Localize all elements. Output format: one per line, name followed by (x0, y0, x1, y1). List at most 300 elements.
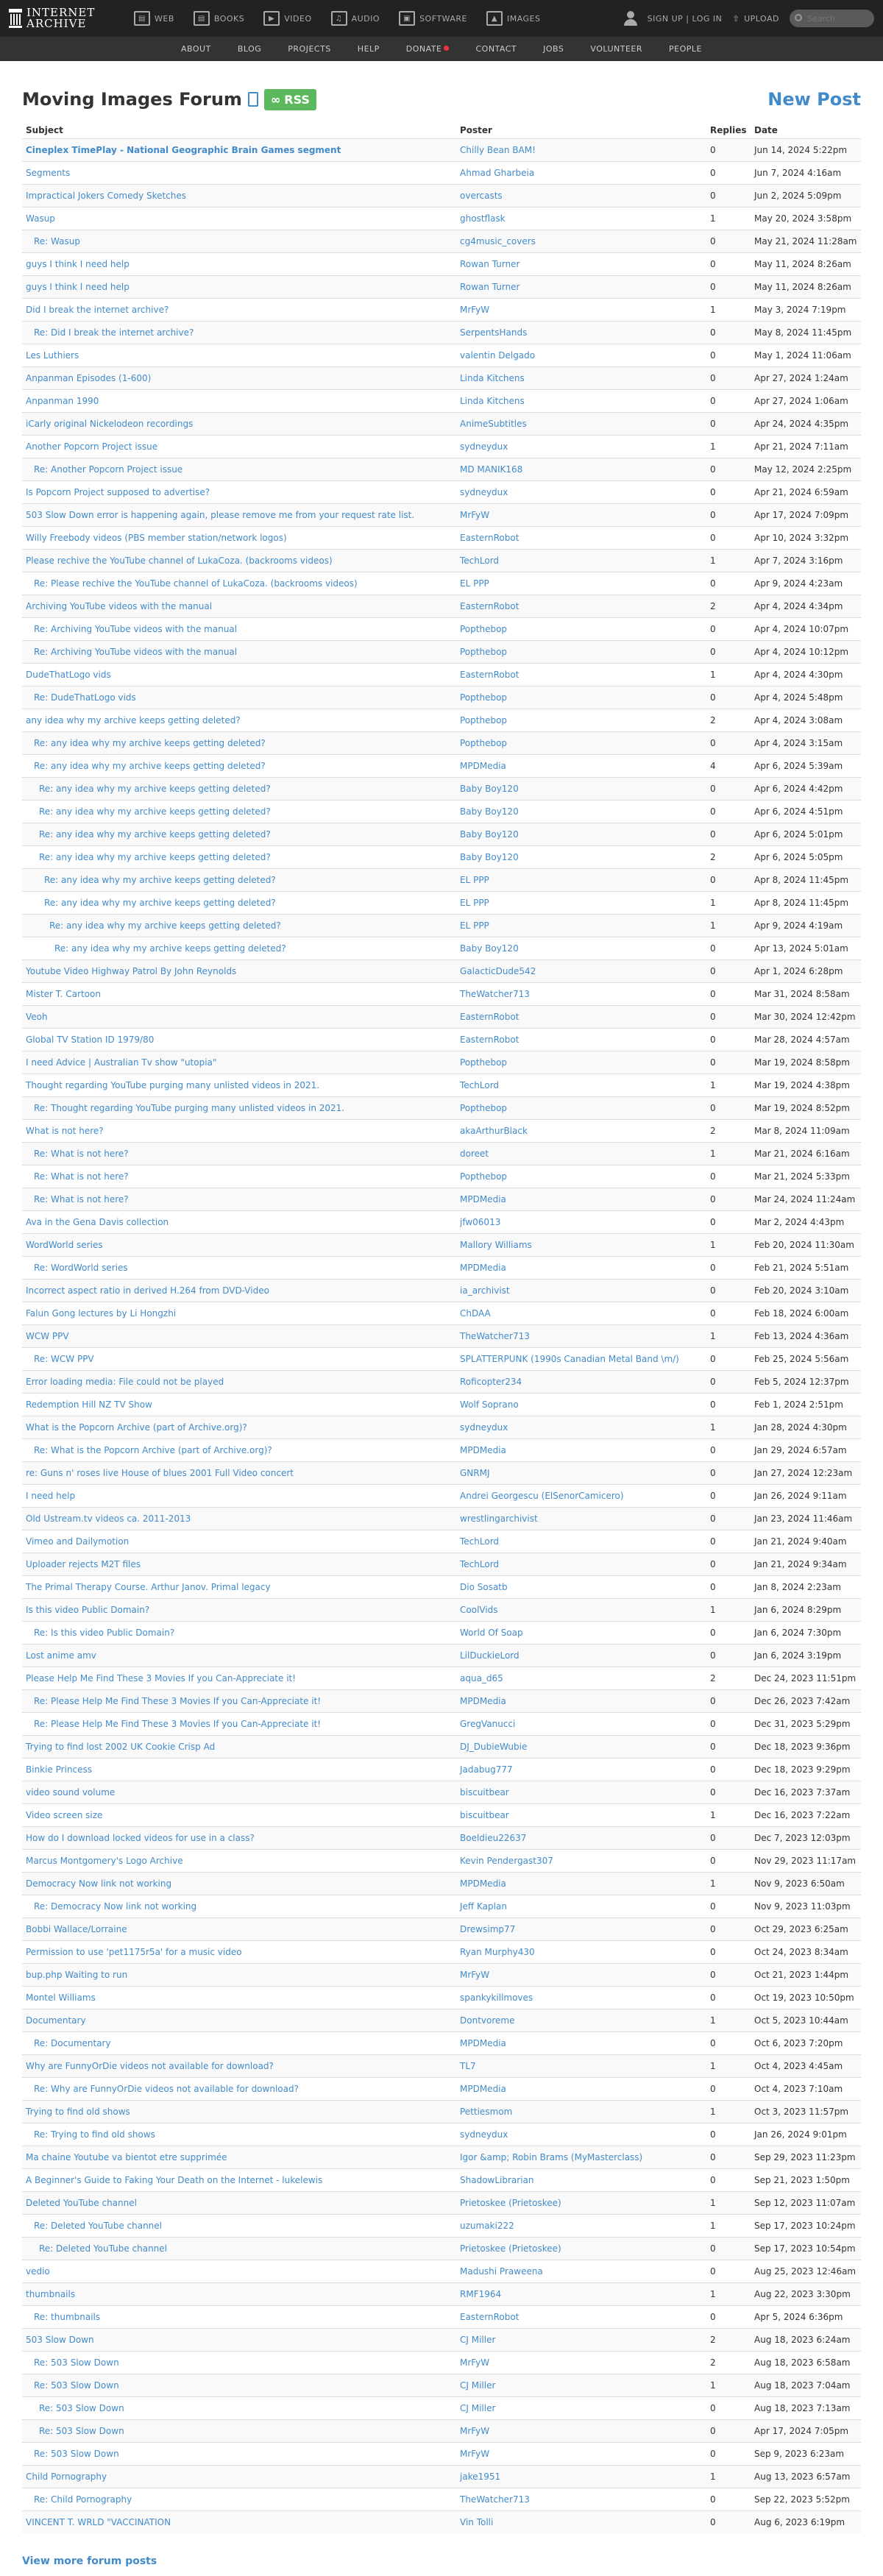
post-subject-link[interactable]: Re: DudeThatLogo vids (34, 692, 136, 703)
nav-donate-label: DONATE (405, 44, 442, 54)
cell-subject (22, 344, 456, 366)
cell-poster (456, 1872, 706, 1895)
post-subject-link[interactable]: Archiving YouTube videos with the manual (26, 600, 213, 611)
poster-link[interactable]: Madushi Praweena (460, 2265, 543, 2277)
poster-link[interactable]: SerpentsHands (460, 327, 528, 338)
search-input[interactable] (790, 10, 874, 27)
poster-link[interactable]: Popthebop (460, 1171, 508, 1182)
post-subject-link[interactable]: Re: any idea why my archive keeps getting deleted? (34, 737, 266, 748)
post-subject-link[interactable]: Anpanman Episodes (1-600) (26, 372, 152, 383)
post-subject-link[interactable]: Re: Is this video Public Domain? (34, 1627, 175, 1638)
table-row (22, 1940, 861, 1963)
table-row (22, 982, 861, 1005)
post-subject-link[interactable]: video sound volume (26, 1786, 116, 1798)
post-subject-link[interactable]: Lost anime amv (26, 1650, 96, 1661)
table-row (22, 2396, 861, 2419)
post-subject-link[interactable]: How do I download locked videos for use in a class? (26, 1832, 255, 1843)
post-subject-link[interactable]: Thought regarding YouTube purging many unlisted videos in 2021. (26, 1079, 320, 1090)
poster-link[interactable]: Baby Boy120 (460, 783, 519, 794)
poster-link[interactable]: sydneydux (460, 1422, 508, 1433)
media-audio-link[interactable] (324, 0, 387, 37)
cell-date: Feb 21, 2024 5:51am (751, 1256, 861, 1279)
cell-subject (22, 2214, 456, 2237)
poster-link[interactable]: TheWatcher713 (460, 1330, 530, 1341)
post-subject-link[interactable]: What is the Popcorn Archive (part of Archive.org)? (26, 1422, 247, 1433)
poster-link[interactable]: Jeff Kaplan (460, 1901, 507, 1912)
post-subject-link[interactable]: Re: Archiving YouTube videos with the manual (34, 646, 238, 657)
cell-date: Sep 22, 2023 5:52pm (751, 2488, 861, 2511)
poster-link[interactable]: CJ Miller (460, 2380, 496, 2391)
cell-subject (22, 731, 456, 754)
post-subject-link[interactable]: bup.php Waiting to run (26, 1969, 128, 1980)
post-subject-link[interactable]: Redemption Hill NZ TV Show (26, 1399, 152, 1410)
new-post-link[interactable]: New Post (767, 89, 861, 110)
post-subject-link[interactable]: I need help (26, 1490, 76, 1501)
post-subject-link[interactable]: Re: 503 Slow Down (39, 2425, 124, 2436)
rss-icon: ∞ (270, 92, 281, 107)
post-subject-link[interactable]: Trying to find lost 2002 UK Cookie Crisp Ad (26, 1741, 216, 1752)
poster-link[interactable]: biscuitbear (460, 1809, 509, 1820)
post-subject-link[interactable]: Re: What is not here? (34, 1193, 129, 1204)
poster-link[interactable]: EL PPP (460, 920, 489, 931)
post-subject-link[interactable]: Re: What is not here? (34, 1148, 129, 1159)
cell-subject (22, 1484, 456, 1507)
post-subject-link[interactable]: Re: Please Help Me Find These 3 Movies If you Can-Appreciate it! (34, 1718, 322, 1729)
poster-link[interactable]: Popthebop (460, 692, 508, 703)
poster-link[interactable]: MPDMedia (460, 2083, 506, 2094)
cell-poster (456, 161, 706, 184)
poster-link[interactable]: Dontvoreme (460, 2015, 515, 2026)
post-subject-link[interactable]: WordWorld series (26, 1239, 103, 1250)
poster-link[interactable]: Andrei Georgescu (ElSenorCamicero) (460, 1490, 624, 1501)
poster-link[interactable]: MPDMedia (460, 1695, 506, 1706)
poster-link[interactable]: ShadowLibrarian (460, 2174, 534, 2185)
cell-replies: 0 (706, 480, 751, 503)
poster-link[interactable]: Ahmad Gharbeia (460, 167, 535, 178)
poster-link[interactable]: ghostflask (460, 213, 506, 224)
post-subject-link[interactable]: Les Luthiers (26, 350, 79, 361)
poster-link[interactable]: Drewsimp77 (460, 1923, 516, 1934)
poster-link[interactable]: spankykillmoves (460, 1992, 533, 2003)
nav-projects[interactable]: PROJECTS (288, 44, 331, 54)
rss-button[interactable] (264, 89, 316, 110)
upload-link[interactable] (732, 14, 779, 24)
post-subject-link[interactable]: Ma chaine Youtube va bientot etre supprimée (26, 2151, 227, 2162)
poster-link[interactable]: Pettiesmom (460, 2106, 513, 2117)
poster-link[interactable]: SPLATTERPUNK (1990s Canadian Metal Band \m/) (460, 1353, 679, 1364)
post-subject-link[interactable]: Re: any idea why my archive keeps getting deleted? (44, 897, 276, 908)
post-subject-link[interactable]: Re: any idea why my archive keeps getting deleted? (54, 943, 286, 954)
poster-link[interactable]: cg4music_covers (460, 235, 536, 246)
poster-link[interactable]: EasternRobot (460, 669, 519, 680)
poster-link[interactable]: MrFyW (460, 304, 490, 315)
poster-link[interactable]: TechLord (460, 1536, 500, 1547)
poster-link[interactable]: MD MANIK168 (460, 464, 523, 475)
poster-link[interactable]: DJ_DubieWubie (460, 1741, 528, 1752)
post-subject-link[interactable]: Re: thumbnails (34, 2311, 101, 2322)
post-subject-link[interactable]: Permission to use 'pet1175r5a' for a music video (26, 1946, 242, 1957)
post-subject-link[interactable]: Another Popcorn Project issue (26, 441, 158, 452)
poster-link[interactable]: TechLord (460, 1079, 500, 1090)
nav-people[interactable]: PEOPLE (669, 44, 702, 54)
post-subject-link[interactable]: Re: Thought regarding YouTube purging many unlisted videos in 2021. (34, 1102, 345, 1113)
cell-subject (22, 366, 456, 389)
post-subject-link[interactable]: Ava in the Gena Davis collection (26, 1216, 169, 1227)
poster-link[interactable]: MPDMedia (460, 1878, 506, 1889)
poster-link[interactable]: Baby Boy120 (460, 828, 519, 840)
post-subject-link[interactable]: Did I break the internet archive? (26, 304, 169, 315)
poster-link[interactable]: Prietoskee (Prietoskee) (460, 2197, 561, 2208)
post-subject-link[interactable]: Re: any idea why my archive keeps getting deleted? (39, 806, 271, 817)
poster-link[interactable]: TL7 (460, 2060, 476, 2071)
post-subject-link[interactable]: Montel Williams (26, 1992, 96, 2003)
view-more-link[interactable]: View more forum posts (22, 2555, 157, 2567)
post-subject-link[interactable]: Re: 503 Slow Down (39, 2402, 124, 2413)
images-icon: ▲ (486, 11, 503, 26)
post-subject-link[interactable]: re: Guns n' roses live House of blues 2001 Full Video concert (26, 1467, 294, 1478)
table-row (22, 937, 861, 959)
poster-link[interactable]: EasternRobot (460, 532, 519, 543)
poster-link[interactable]: Popthebop (460, 1102, 508, 1113)
cell-subject (22, 1598, 456, 1621)
poster-link[interactable]: uzumaki222 (460, 2220, 514, 2231)
post-subject-link[interactable]: Is this video Public Domain? (26, 1604, 150, 1615)
post-subject-link[interactable]: Segments (26, 167, 71, 178)
poster-link[interactable]: Igor &amp; Robin Brams (MyMasterclass) (460, 2151, 643, 2162)
post-subject-link[interactable]: Re: Trying to find old shows (34, 2129, 155, 2140)
media-images-link[interactable] (479, 0, 548, 37)
table-row (22, 1393, 861, 1416)
post-subject-link[interactable]: Error loading media: File could not be played (26, 1376, 224, 1387)
poster-link[interactable]: Popthebop (460, 737, 508, 748)
cell-subject (22, 2488, 456, 2511)
media-software-link[interactable] (391, 0, 475, 37)
cell-date: Aug 18, 2023 6:24am (751, 2328, 861, 2351)
post-subject-link[interactable]: WCW PPV (26, 1330, 69, 1341)
post-subject-link[interactable]: Re: Deleted YouTube channel (39, 2243, 167, 2254)
poster-link[interactable]: GregVanucci (460, 1718, 516, 1729)
post-subject-link[interactable]: A Beginner's Guide to Faking Your Death on the Internet - lukelewis (26, 2174, 323, 2185)
poster-link[interactable]: EasternRobot (460, 1034, 519, 1045)
media-books-link[interactable] (186, 0, 252, 37)
cell-replies: 2 (706, 845, 751, 868)
cell-replies: 0 (706, 1689, 751, 1712)
poster-link[interactable]: sydneydux (460, 441, 508, 452)
cell-subject (22, 1142, 456, 1165)
poster-link[interactable]: overcasts (460, 190, 503, 201)
cell-subject (22, 2442, 456, 2465)
poster-link[interactable]: doreet (460, 1148, 489, 1159)
post-subject-link[interactable]: DudeThatLogo vids (26, 669, 111, 680)
table-row (22, 1553, 861, 1575)
poster-link[interactable]: sydneydux (460, 486, 508, 497)
poster-link[interactable]: TechLord (460, 555, 500, 566)
poster-link[interactable]: Popthebop (460, 1057, 508, 1068)
poster-link[interactable]: jfw06013 (460, 1216, 501, 1227)
post-subject-link[interactable]: any idea why my archive keeps getting deleted? (26, 714, 241, 725)
post-subject-link[interactable]: iCarly original Nickelodeon recordings (26, 418, 194, 429)
poster-link[interactable]: wrestlingarchivist (460, 1513, 538, 1524)
poster-link[interactable]: Roficopter234 (460, 1376, 522, 1387)
cell-replies: 0 (706, 1484, 751, 1507)
cell-replies: 1 (706, 2282, 751, 2305)
poster-link[interactable]: Kevin Pendergast307 (460, 1855, 553, 1866)
post-subject-link[interactable]: Re: WordWorld series (34, 1262, 128, 1273)
nav-blog[interactable]: BLOG (237, 44, 262, 54)
post-subject-link[interactable]: Child Pornography (26, 2471, 107, 2482)
poster-link[interactable]: EasternRobot (460, 2311, 519, 2322)
cell-poster (456, 663, 706, 686)
post-subject-link[interactable]: Re: any idea why my archive keeps getting deleted? (39, 851, 271, 862)
post-subject-link[interactable]: Binkie Princess (26, 1764, 93, 1775)
poster-link[interactable]: MPDMedia (460, 760, 506, 771)
cell-date: Mar 8, 2024 11:09am (751, 1119, 861, 1142)
media-video-link[interactable] (256, 0, 319, 37)
post-subject-link[interactable]: Re: Documentary (34, 2037, 111, 2048)
internet-archive-logo[interactable] (9, 7, 119, 29)
post-subject-link[interactable]: Re: Please Help Me Find These 3 Movies If you Can-Appreciate it! (34, 1695, 322, 1706)
poster-link[interactable]: Baby Boy120 (460, 806, 519, 817)
post-subject-link[interactable]: Deleted YouTube channel (26, 2197, 137, 2208)
post-subject-link[interactable]: Re: WCW PPV (34, 1353, 94, 1364)
table-row (22, 503, 861, 526)
poster-link[interactable]: AnimeSubtitles (460, 418, 527, 429)
post-subject-link[interactable]: 503 Slow Down (26, 2334, 94, 2345)
cell-subject (22, 1438, 456, 1461)
cell-subject (22, 1188, 456, 1210)
cell-poster (456, 1621, 706, 1644)
post-subject-link[interactable]: Re: Deleted YouTube channel (34, 2220, 162, 2231)
post-subject-link[interactable]: Global TV Station ID 1979/80 (26, 1034, 155, 1045)
post-subject-link[interactable]: I need Advice | Australian Tv show "utopia" (26, 1057, 217, 1068)
post-subject-link[interactable]: Anpanman 1990 (26, 395, 99, 406)
post-subject-link[interactable]: Impractical Jokers Comedy Sketches (26, 190, 187, 201)
poster-link[interactable]: Jadabug777 (460, 1764, 513, 1775)
post-subject-link[interactable]: Re: Wasup (34, 235, 80, 246)
nav-contact[interactable]: CONTACT (475, 44, 517, 54)
table-row (22, 321, 861, 344)
poster-link[interactable]: Mallory Williams (460, 1239, 532, 1250)
poster-link[interactable]: jake1951 (460, 2471, 501, 2482)
cell-subject (22, 1233, 456, 1256)
poster-link[interactable]: akaArthurBlack (460, 1125, 528, 1136)
post-subject-link[interactable]: Re: Archiving YouTube videos with the manual (34, 623, 238, 634)
poster-link[interactable]: ChDAA (460, 1307, 491, 1319)
post-subject-link[interactable]: Old Ustream.tv videos ca. 2011-2013 (26, 1513, 191, 1524)
cell-replies: 1 (706, 891, 751, 914)
nav-volunteer[interactable]: VOLUNTEER (590, 44, 643, 54)
poster-link[interactable]: MrFyW (460, 509, 490, 520)
nav-help[interactable]: HELP (357, 44, 380, 54)
post-subject-link[interactable]: Incorrect aspect ratio in derived H.264 from DVD-Video (26, 1285, 269, 1296)
poster-link[interactable]: CoolVids (460, 1604, 498, 1615)
poster-link[interactable]: Chilly Bean BAM! (460, 144, 536, 155)
cell-subject (22, 1826, 456, 1849)
post-subject-link[interactable]: Marcus Montgomery's Logo Archive (26, 1855, 183, 1866)
poster-link[interactable]: Boeldieu22637 (460, 1832, 527, 1843)
poster-link[interactable]: Linda Kitchens (460, 372, 525, 383)
cell-subject (22, 389, 456, 412)
signup-login-link[interactable]: SIGN UP | LOG IN (647, 13, 723, 24)
post-subject-link[interactable]: Re: Please rechive the YouTube channel of LukaCoza. (backrooms videos) (34, 578, 358, 589)
post-subject-link[interactable]: Bobbi Wallace/Lorraine (26, 1923, 127, 1934)
post-subject-link[interactable]: Re: What is the Popcorn Archive (part of Archive.org)? (34, 1444, 272, 1455)
post-subject-link[interactable]: vedio (26, 2265, 50, 2277)
post-subject-link[interactable]: Re: Child Pornography (34, 2494, 132, 2505)
poster-link[interactable]: Rowan Turner (460, 258, 520, 269)
cell-replies: 0 (706, 389, 751, 412)
poster-link[interactable]: RMF1964 (460, 2288, 502, 2299)
post-subject-link[interactable]: Why are FunnyOrDie videos not available for download? (26, 2060, 274, 2071)
post-subject-link[interactable]: Democracy Now link not working (26, 1878, 172, 1889)
nav-jobs[interactable]: JOBS (543, 44, 564, 54)
post-subject-link[interactable]: thumbnails (26, 2288, 76, 2299)
poster-link[interactable]: sydneydux (460, 2129, 508, 2140)
cell-subject (22, 207, 456, 230)
post-subject-link[interactable]: VINCENT T. WRLD "VACCINATION (26, 2516, 171, 2527)
poster-link[interactable]: Popthebop (460, 623, 508, 634)
cell-replies: 0 (706, 1461, 751, 1484)
cell-poster (456, 731, 706, 754)
post-subject-link[interactable]: Mister T. Cartoon (26, 988, 101, 999)
cell-subject (22, 1324, 456, 1347)
poster-link[interactable]: MrFyW (460, 2448, 490, 2459)
cell-subject (22, 937, 456, 959)
post-subject-link[interactable]: Re: 503 Slow Down (34, 2357, 119, 2368)
table-row (22, 959, 861, 982)
cell-replies: 1 (706, 1598, 751, 1621)
poster-link[interactable]: TheWatcher713 (460, 988, 530, 999)
poster-link[interactable]: ia_archivist (460, 1285, 510, 1296)
post-subject-link[interactable]: Willy Freebody videos (PBS member station/network logos) (26, 532, 287, 543)
table-row (22, 1461, 861, 1484)
cell-date: Oct 4, 2023 4:45am (751, 2054, 861, 2077)
cell-subject (22, 640, 456, 663)
post-subject-link[interactable]: Re: any idea why my archive keeps getting deleted? (39, 783, 271, 794)
cell-subject (22, 2123, 456, 2146)
post-subject-link[interactable]: Re: Did I break the internet archive? (34, 327, 194, 338)
poster-link[interactable]: Prietoskee (Prietoskee) (460, 2243, 561, 2254)
post-subject-link[interactable]: Re: any idea why my archive keeps getting deleted? (44, 874, 276, 885)
cell-date: Feb 5, 2024 12:37pm (751, 1370, 861, 1393)
cell-replies: 0 (706, 252, 751, 275)
poster-link[interactable]: biscuitbear (460, 1786, 509, 1798)
post-subject-link[interactable]: Wasup (26, 213, 55, 224)
poster-link[interactable]: MrFyW (460, 2357, 490, 2368)
post-subject-link[interactable]: Please Help Me Find These 3 Movies If you Can-Appreciate it! (26, 1672, 297, 1683)
poster-link[interactable]: aqua_d65 (460, 1672, 503, 1683)
nav-about[interactable]: ABOUT (181, 44, 211, 54)
cell-date: Jan 27, 2024 12:23am (751, 1461, 861, 1484)
poster-link[interactable]: Wolf Soprano (460, 1399, 519, 1410)
poster-link[interactable]: EasternRobot (460, 1011, 519, 1022)
post-subject-link[interactable]: Is Popcorn Project supposed to advertise? (26, 486, 210, 497)
post-subject-link[interactable]: Re: What is not here? (34, 1171, 129, 1182)
poster-link[interactable]: Baby Boy120 (460, 943, 519, 954)
header-date: Date (751, 122, 861, 138)
poster-link[interactable]: World Of Soap (460, 1627, 523, 1638)
poster-link[interactable]: Popthebop (460, 646, 508, 657)
cell-poster (456, 823, 706, 845)
cell-poster (456, 138, 706, 161)
post-subject-link[interactable]: The Primal Therapy Course. Arthur Janov. Primal legacy (26, 1581, 271, 1592)
poster-link[interactable]: Ryan Murphy430 (460, 1946, 535, 1957)
post-subject-link[interactable]: What is not here? (26, 1125, 104, 1136)
poster-link[interactable]: MPDMedia (460, 1262, 506, 1273)
post-subject-link[interactable]: Please rechive the YouTube channel of LukaCoza. (backrooms videos) (26, 555, 333, 566)
post-subject-link[interactable]: Documentary (26, 2015, 86, 2026)
poster-link[interactable]: MrFyW (460, 2425, 490, 2436)
poster-link[interactable]: TheWatcher713 (460, 2494, 530, 2505)
poster-link[interactable]: EL PPP (460, 874, 489, 885)
nav-donate[interactable] (406, 44, 450, 54)
poster-link[interactable]: LilDuckieLord (460, 1650, 519, 1661)
post-subject-link[interactable]: Re: 503 Slow Down (34, 2380, 119, 2391)
cell-date: Dec 31, 2023 5:29pm (751, 1712, 861, 1735)
post-subject-link[interactable]: Video screen size (26, 1809, 103, 1820)
cell-date: Dec 16, 2023 7:22am (751, 1803, 861, 1826)
cell-subject (22, 2260, 456, 2282)
poster-link[interactable]: Popthebop (460, 714, 508, 725)
cell-replies: 0 (706, 572, 751, 595)
post-subject-link[interactable]: 503 Slow Down error is happening again, please remove me from your request rate list. (26, 509, 415, 520)
poster-link[interactable]: MPDMedia (460, 1193, 506, 1204)
post-subject-link[interactable]: guys I think I need help (26, 258, 130, 269)
poster-link[interactable]: EL PPP (460, 578, 489, 589)
poster-link[interactable]: valentin Delgado (460, 350, 536, 361)
poster-link[interactable]: Vin Tolli (460, 2516, 494, 2527)
poster-link[interactable]: Baby Boy120 (460, 851, 519, 862)
poster-link[interactable]: EasternRobot (460, 600, 519, 611)
poster-link[interactable]: Rowan Turner (460, 281, 520, 292)
poster-link[interactable]: TechLord (460, 1558, 500, 1569)
poster-link[interactable]: MrFyW (460, 1969, 490, 1980)
poster-link[interactable]: EL PPP (460, 897, 489, 908)
poster-link[interactable]: Dio Sosatb (460, 1581, 508, 1592)
post-subject-link[interactable]: Re: 503 Slow Down (34, 2448, 119, 2459)
post-subject-link[interactable]: Falun Gong lectures by Li Hongzhi (26, 1307, 177, 1319)
post-subject-link[interactable]: Re: Another Popcorn Project issue (34, 464, 183, 475)
post-subject-link[interactable]: guys I think I need help (26, 281, 130, 292)
poster-link[interactable]: MPDMedia (460, 2037, 506, 2048)
poster-link[interactable]: GNRMJ (460, 1467, 490, 1478)
poster-link[interactable]: CJ Miller (460, 2334, 496, 2345)
cell-subject (22, 1119, 456, 1142)
post-subject-link[interactable]: Re: any idea why my archive keeps getting deleted? (39, 828, 271, 840)
post-subject-link[interactable]: Trying to find old shows (26, 2106, 130, 2117)
poster-link[interactable]: MPDMedia (460, 1444, 506, 1455)
post-subject-link[interactable]: Re: Democracy Now link not working (34, 1901, 197, 1912)
post-subject-link[interactable]: Uploader rejects M2T files (26, 1558, 141, 1569)
poster-link[interactable]: GalacticDude542 (460, 965, 536, 976)
table-row (22, 800, 861, 823)
post-subject-link[interactable]: Veoh (26, 1011, 48, 1022)
cell-poster (456, 1393, 706, 1416)
post-subject-link[interactable]: Re: any idea why my archive keeps getting deleted? (34, 760, 266, 771)
poster-link[interactable]: Linda Kitchens (460, 395, 525, 406)
cell-poster (456, 389, 706, 412)
post-subject-link[interactable]: Re: any idea why my archive keeps getting deleted? (49, 920, 281, 931)
table-row (22, 1438, 861, 1461)
poster-link[interactable]: CJ Miller (460, 2402, 496, 2413)
post-subject-link[interactable]: Re: Why are FunnyOrDie videos not available for download? (34, 2083, 299, 2094)
media-web-link[interactable] (127, 0, 182, 37)
cell-date: Sep 9, 2023 6:23am (751, 2442, 861, 2465)
post-subject-link[interactable]: Youtube Video Highway Patrol By John Reynolds (26, 965, 237, 976)
favorite-icon[interactable] (248, 92, 258, 107)
post-subject-link[interactable]: Cineplex TimePlay - National Geographic Brain Games segment (26, 144, 341, 155)
post-subject-link[interactable]: Vimeo and Dailymotion (26, 1536, 130, 1547)
